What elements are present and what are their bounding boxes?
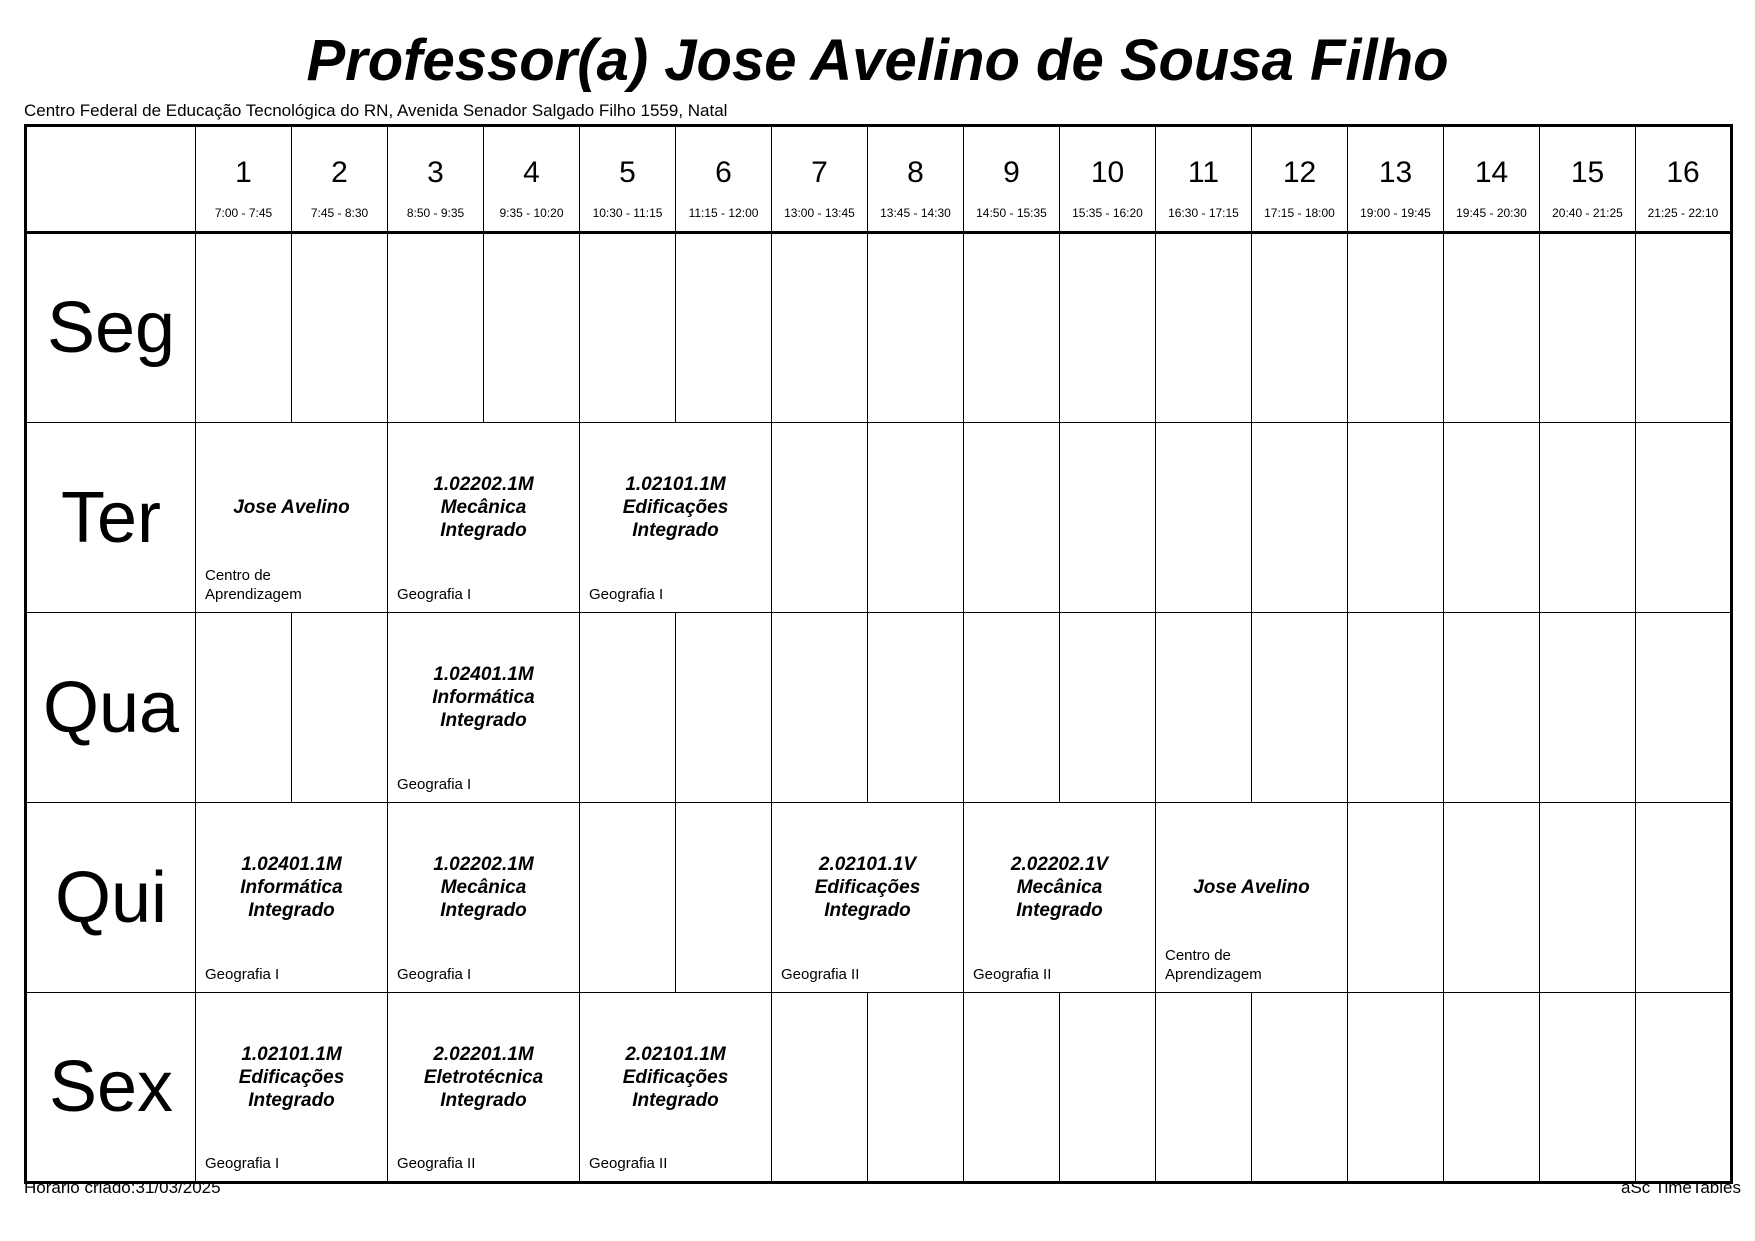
- lesson-class-line: Informática: [240, 877, 343, 898]
- empty-slot: [1348, 233, 1444, 423]
- lesson-card: [1156, 803, 1348, 993]
- lesson-class-line: 2.02201.1M: [433, 1044, 534, 1065]
- day-label: Sex: [48, 1047, 174, 1127]
- empty-slot: [1252, 233, 1348, 423]
- lesson-class-line: Eletrotécnica: [423, 1067, 544, 1088]
- lesson-card: [580, 423, 772, 613]
- period-number: 2: [331, 156, 348, 189]
- empty-slot: [676, 233, 772, 423]
- period-header: [676, 126, 772, 233]
- lesson-subject: Geografia I: [397, 966, 472, 983]
- lesson-class-line: Jose Avelino: [1193, 877, 1310, 898]
- lesson-subject: Geografia II: [397, 1155, 476, 1172]
- period-header: [868, 126, 964, 233]
- empty-slot: [1060, 233, 1156, 423]
- period-header: [1156, 126, 1252, 233]
- lesson-class-line: Mecânica: [440, 497, 527, 518]
- period-time: 11:15 - 12:00: [688, 206, 759, 220]
- empty-slot: [772, 613, 868, 803]
- lesson-class-line: Integrado: [440, 900, 527, 921]
- empty-slot: [1444, 613, 1540, 803]
- day-header: [26, 233, 196, 423]
- period-number: 15: [1570, 156, 1605, 189]
- period-time: 8:50 - 9:35: [406, 206, 465, 220]
- lesson-card: [196, 803, 388, 993]
- period-time: 14:50 - 15:35: [976, 206, 1047, 220]
- empty-slot: [964, 613, 1060, 803]
- lesson-subject: Geografia II: [781, 966, 860, 983]
- lesson-class-line: 1.02202.1M: [433, 854, 534, 875]
- empty-slot: [772, 233, 868, 423]
- empty-slot: [1540, 233, 1636, 423]
- lesson-subject: Geografia I: [397, 586, 472, 603]
- day-header: [26, 803, 196, 993]
- empty-slot: [772, 423, 868, 613]
- empty-slot: [1444, 233, 1540, 423]
- period-number: 4: [523, 156, 540, 189]
- empty-slot: [1156, 993, 1252, 1183]
- lesson-class-line: 1.02101.1M: [241, 1044, 342, 1065]
- day-label: Qui: [54, 857, 168, 938]
- empty-slot: [1636, 993, 1732, 1183]
- lesson-class-line: Edificações: [238, 1067, 345, 1088]
- empty-slot: [1444, 993, 1540, 1183]
- lesson-class-line: Mecânica: [440, 877, 527, 898]
- lesson-card: [388, 993, 580, 1183]
- empty-slot: [964, 423, 1060, 613]
- lesson-class-line: Integrado: [248, 900, 335, 921]
- empty-slot: [1252, 423, 1348, 613]
- lesson-class-line: Integrado: [440, 520, 527, 541]
- lesson-class-line: Integrado: [1016, 900, 1103, 921]
- lesson-subject: Geografia I: [397, 776, 472, 793]
- timetable-grid: [24, 124, 1733, 1184]
- empty-slot: [1252, 613, 1348, 803]
- lesson-class: [964, 853, 1155, 922]
- lesson-class: [580, 473, 771, 542]
- day-row: [26, 993, 1732, 1183]
- empty-slot: [292, 233, 388, 423]
- empty-slot: [580, 613, 676, 803]
- period-header: [772, 126, 868, 233]
- period-header: [1348, 126, 1444, 233]
- empty-slot: [1636, 233, 1732, 423]
- empty-slot: [868, 993, 964, 1183]
- period-header: [580, 126, 676, 233]
- day-header: [26, 423, 196, 613]
- empty-slot: [868, 613, 964, 803]
- empty-slot: [1348, 613, 1444, 803]
- empty-slot: [388, 233, 484, 423]
- corner-cell: [26, 126, 196, 233]
- empty-slot: [676, 803, 772, 993]
- empty-slot: [1060, 993, 1156, 1183]
- empty-slot: [1636, 613, 1732, 803]
- period-time: 13:00 - 13:45: [784, 206, 855, 220]
- empty-slot: [1060, 423, 1156, 613]
- empty-slot: [1540, 423, 1636, 613]
- lesson-class-line: Edificações: [814, 877, 921, 898]
- lesson-class-line: Jose Avelino: [233, 497, 350, 518]
- period-number: 1: [235, 156, 252, 189]
- period-header-row: [26, 126, 1732, 233]
- lesson-class-line: Edificações: [622, 497, 729, 518]
- period-header: [1540, 126, 1636, 233]
- empty-slot: [1348, 993, 1444, 1183]
- lesson-class-line: 2.02202.1V: [1010, 854, 1109, 875]
- empty-slot: [1540, 613, 1636, 803]
- lesson-class-line: 1.02401.1M: [433, 664, 534, 685]
- lesson-subject: Centro de Aprendizagem: [1165, 947, 1262, 983]
- created-date: Horário criado:31/03/2025: [24, 1178, 221, 1197]
- empty-slot: [964, 233, 1060, 423]
- lesson-class: [772, 853, 963, 922]
- period-number: 12: [1282, 156, 1317, 189]
- period-header: [1636, 126, 1732, 233]
- period-header: [1444, 126, 1540, 233]
- lesson-class-line: Integrado: [824, 900, 911, 921]
- lesson-class: [388, 473, 579, 542]
- empty-slot: [1156, 233, 1252, 423]
- empty-slot: [868, 233, 964, 423]
- software-credit: aSc TimeTables: [1621, 1178, 1741, 1197]
- period-number: 9: [1003, 156, 1020, 189]
- period-time: 7:45 - 8:30: [310, 206, 369, 220]
- empty-slot: [1540, 993, 1636, 1183]
- period-number: 16: [1666, 156, 1700, 189]
- lesson-class-line: Edificações: [622, 1067, 729, 1088]
- lesson-subject: Geografia I: [589, 586, 664, 603]
- empty-slot: [868, 423, 964, 613]
- empty-slot: [1156, 613, 1252, 803]
- period-header: [484, 126, 580, 233]
- lesson-class: [388, 1043, 579, 1112]
- empty-slot: [1636, 803, 1732, 993]
- day-header: [26, 993, 196, 1183]
- period-time: 7:00 - 7:45: [214, 206, 273, 220]
- lesson-class: [196, 1043, 387, 1112]
- empty-slot: [580, 233, 676, 423]
- period-time: 21:25 - 22:10: [1647, 206, 1719, 220]
- lesson-class-line: 1.02202.1M: [433, 474, 534, 495]
- empty-slot: [1060, 613, 1156, 803]
- lesson-class-line: Integrado: [632, 520, 719, 541]
- period-header: [964, 126, 1060, 233]
- empty-slot: [1540, 803, 1636, 993]
- period-header: [1252, 126, 1348, 233]
- lesson-class-line: Informática: [432, 687, 535, 708]
- lesson-class-line: 1.02401.1M: [241, 854, 342, 875]
- day-header: [26, 613, 196, 803]
- period-time: 19:00 - 19:45: [1360, 206, 1431, 220]
- day-label: Seg: [46, 288, 176, 368]
- empty-slot: [196, 613, 292, 803]
- empty-slot: [1348, 423, 1444, 613]
- lesson-class: [388, 853, 579, 922]
- period-time: 19:45 - 20:30: [1456, 206, 1527, 220]
- period-header: [292, 126, 388, 233]
- lesson-class: [580, 1043, 771, 1112]
- lesson-class-line: 1.02101.1M: [625, 474, 726, 495]
- period-number: 11: [1187, 156, 1220, 189]
- lesson-subject: Centro de Aprendizagem: [205, 567, 302, 603]
- lesson-card: [388, 613, 580, 803]
- empty-slot: [676, 613, 772, 803]
- lesson-class-line: 2.02101.1V: [818, 854, 917, 875]
- empty-slot: [196, 233, 292, 423]
- day-label: Ter: [60, 477, 162, 558]
- lesson-class-line: Mecânica: [1016, 877, 1103, 898]
- period-number: 3: [427, 156, 444, 189]
- empty-slot: [1348, 803, 1444, 993]
- empty-slot: [964, 993, 1060, 1183]
- lesson-card: [964, 803, 1156, 993]
- empty-slot: [1444, 803, 1540, 993]
- period-number: 8: [907, 156, 924, 189]
- lesson-class: [196, 496, 387, 519]
- lesson-card: [772, 803, 964, 993]
- lesson-class-line: Integrado: [248, 1090, 335, 1111]
- period-header: [388, 126, 484, 233]
- empty-slot: [1636, 423, 1732, 613]
- empty-slot: [580, 803, 676, 993]
- period-number: 10: [1090, 156, 1125, 189]
- day-row: [26, 423, 1732, 613]
- school-address: Centro Federal de Educação Tecnológica do RN, Avenida Senador Salgado Filho 1559, Natal: [24, 101, 728, 120]
- period-time: 17:15 - 18:00: [1264, 206, 1335, 220]
- day-label: Qua: [42, 667, 180, 748]
- empty-slot: [1444, 423, 1540, 613]
- period-header: [196, 126, 292, 233]
- empty-slot: [1252, 993, 1348, 1183]
- lesson-card: [388, 803, 580, 993]
- lesson-subject: Geografia I: [205, 1155, 280, 1172]
- lesson-card: [196, 423, 388, 613]
- lesson-subject: Geografia II: [973, 966, 1052, 983]
- period-time: 9:35 - 10:20: [499, 206, 564, 220]
- lesson-card: [388, 423, 580, 613]
- period-number: 7: [811, 156, 828, 189]
- lesson-class: [196, 853, 387, 922]
- period-header: [1060, 126, 1156, 233]
- period-time: 13:45 - 14:30: [880, 206, 951, 220]
- page-title: Professor(a) Jose Avelino de Sousa Filho: [306, 28, 1449, 93]
- empty-slot: [1156, 423, 1252, 613]
- period-number: 14: [1474, 156, 1509, 189]
- empty-slot: [292, 613, 388, 803]
- period-time: 16:30 - 17:15: [1168, 206, 1239, 220]
- period-number: 5: [619, 156, 636, 189]
- lesson-subject: Geografia I: [205, 966, 280, 983]
- lesson-subject: Geografia II: [589, 1155, 668, 1172]
- lesson-card: [580, 993, 772, 1183]
- lesson-class-line: Integrado: [440, 1090, 527, 1111]
- empty-slot: [484, 233, 580, 423]
- day-row: [26, 613, 1732, 803]
- lesson-class-line: Integrado: [632, 1090, 719, 1111]
- empty-slot: [772, 993, 868, 1183]
- day-row: [26, 803, 1732, 993]
- period-number: 6: [715, 156, 732, 189]
- period-time: 10:30 - 11:15: [592, 206, 663, 220]
- period-time: 15:35 - 16:20: [1072, 206, 1143, 220]
- lesson-class-line: 2.02101.1M: [625, 1044, 726, 1065]
- lesson-class-line: Integrado: [440, 710, 527, 731]
- lesson-card: [196, 993, 388, 1183]
- day-row: [26, 233, 1732, 423]
- period-number: 13: [1378, 156, 1413, 189]
- lesson-class: [388, 663, 579, 732]
- period-time: 20:40 - 21:25: [1552, 206, 1623, 220]
- lesson-class: [1156, 876, 1347, 899]
